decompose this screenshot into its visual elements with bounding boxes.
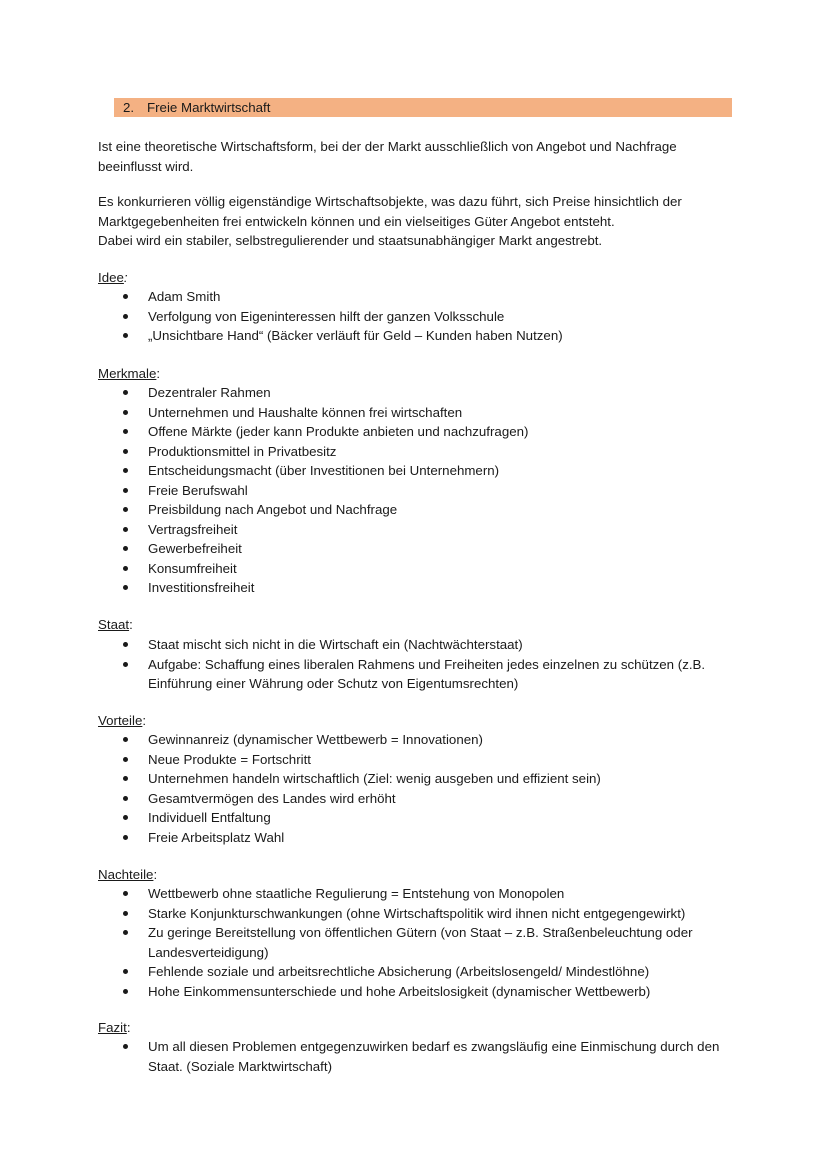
idee-label-text: Idee: [98, 270, 124, 285]
staat-label-suffix: :: [129, 617, 133, 632]
list-item: Investitionsfreiheit: [98, 578, 738, 598]
section-heading: [114, 98, 732, 117]
list-item: Freie Berufswahl: [98, 481, 738, 501]
staat-list: [98, 635, 738, 694]
fazit-label-text: Fazit: [98, 1020, 127, 1035]
staat-label-text: Staat: [98, 617, 130, 632]
list-item: Dezentraler Rahmen: [98, 383, 738, 403]
vorteile-list: [98, 730, 738, 847]
list-item: Starke Konjunkturschwankungen (ohne Wirtschaftspolitik wird ihnen nicht entgegengewirkt): [98, 904, 738, 924]
list-item: Adam Smith: [98, 287, 738, 307]
fazit-list: [98, 1037, 738, 1076]
intro-paragraph-2-line-1: Es konkurrieren völlig eigenständige Wirtschaftsobjekte, was dazu führt, sich Preise hinsichtlich der Marktgegebenheiten frei entwickeln können und ein vielseitiges Güter Angebot entsteht.: [98, 194, 682, 229]
list-item: Gewinnanreiz (dynamischer Wettbewerb = Innovationen): [98, 730, 738, 750]
merkmale-label-suffix: :: [156, 366, 161, 381]
intro-paragraph-2-line-2: Dabei wird ein stabiler, selbstregulierender und staatsunabhängiger Markt angestrebt.: [98, 233, 603, 248]
list-item: Produktionsmittel in Privatbesitz: [98, 442, 738, 462]
list-item: Staat mischt sich nicht in die Wirtschaft ein (Nachtwächterstaat): [98, 635, 738, 655]
list-item: Aufgabe: Schaffung eines liberalen Rahmens und Freiheiten jedes einzelnen zu schützen (z.B. Einführung einer Währung oder Schutz von Eigentumsrechten): [98, 655, 738, 694]
list-item: Entscheidungsmacht (über Investitionen bei Unternehmern): [98, 461, 738, 481]
list-item: Unternehmen handeln wirtschaftlich (Ziel: wenig ausgeben und effizient sein): [98, 769, 738, 789]
nachteile-list: [98, 884, 738, 1001]
idee-list: [98, 287, 738, 346]
list-item: „Unsichtbare Hand“ (Bäcker verläuft für Geld – Kunden haben Nutzen): [98, 326, 738, 346]
list-item: Hohe Einkommensunterschiede und hohe Arbeitslosigkeit (dynamischer Wettbewerb): [98, 982, 738, 1002]
list-item: Neue Produkte = Fortschritt: [98, 750, 738, 770]
fazit-label-suffix: :: [126, 1020, 131, 1035]
list-item: Zu geringe Bereitstellung von öffentlichen Gütern (von Staat – z.B. Straßenbeleuchtung oder Landesverteidigung): [98, 923, 738, 962]
list-item: Preisbildung nach Angebot und Nachfrage: [98, 500, 738, 520]
list-item: Offene Märkte (jeder kann Produkte anbieten und nachzufragen): [98, 422, 738, 442]
list-item: Fehlende soziale und arbeitsrechtliche Absicherung (Arbeitslosengeld/ Mindestlöhne): [98, 962, 738, 982]
vorteile-label-suffix: :: [142, 713, 147, 728]
list-item: Verfolgung von Eigeninteressen hilft der ganzen Volksschule: [98, 307, 738, 327]
list-item: Unternehmen und Haushalte können frei wirtschaften: [98, 403, 738, 423]
list-item: Konsumfreiheit: [98, 559, 738, 579]
list-item: Gewerbefreiheit: [98, 539, 738, 559]
list-item: Individuell Entfaltung: [98, 808, 738, 828]
staat-label: [98, 615, 133, 635]
idee-label-suffix: :: [123, 270, 128, 285]
merkmale-list: [98, 383, 738, 598]
nachteile-label-suffix: :: [153, 867, 158, 882]
vorteile-label: [98, 711, 146, 731]
idee-label: [98, 268, 128, 288]
list-item: Um all diesen Problemen entgegenzuwirken bedarf es zwangsläufig eine Einmischung durch den Staat. (Soziale Marktwirtschaft): [98, 1037, 738, 1076]
intro-paragraph-2: [98, 192, 738, 251]
vorteile-label-text: Vorteile: [98, 713, 143, 728]
list-item: Freie Arbeitsplatz Wahl: [98, 828, 738, 848]
list-item: Wettbewerb ohne staatliche Regulierung = Entstehung von Monopolen: [98, 884, 738, 904]
list-item: Gesamtvermögen des Landes wird erhöht: [98, 789, 738, 809]
merkmale-label: [98, 364, 160, 384]
nachteile-label-text: Nachteile: [98, 867, 154, 882]
nachteile-label: [98, 865, 157, 885]
list-item: Vertragsfreiheit: [98, 520, 738, 540]
section-number: 2.: [123, 100, 135, 115]
fazit-label: [98, 1018, 131, 1038]
merkmale-label-text: Merkmale: [98, 366, 157, 381]
section-title: Freie Marktwirtschaft: [147, 100, 271, 115]
intro-paragraph-1: Ist eine theoretische Wirtschaftsform, bei der der Markt ausschließlich von Angebot und Nachfrage beeinflusst wird.: [98, 139, 677, 174]
